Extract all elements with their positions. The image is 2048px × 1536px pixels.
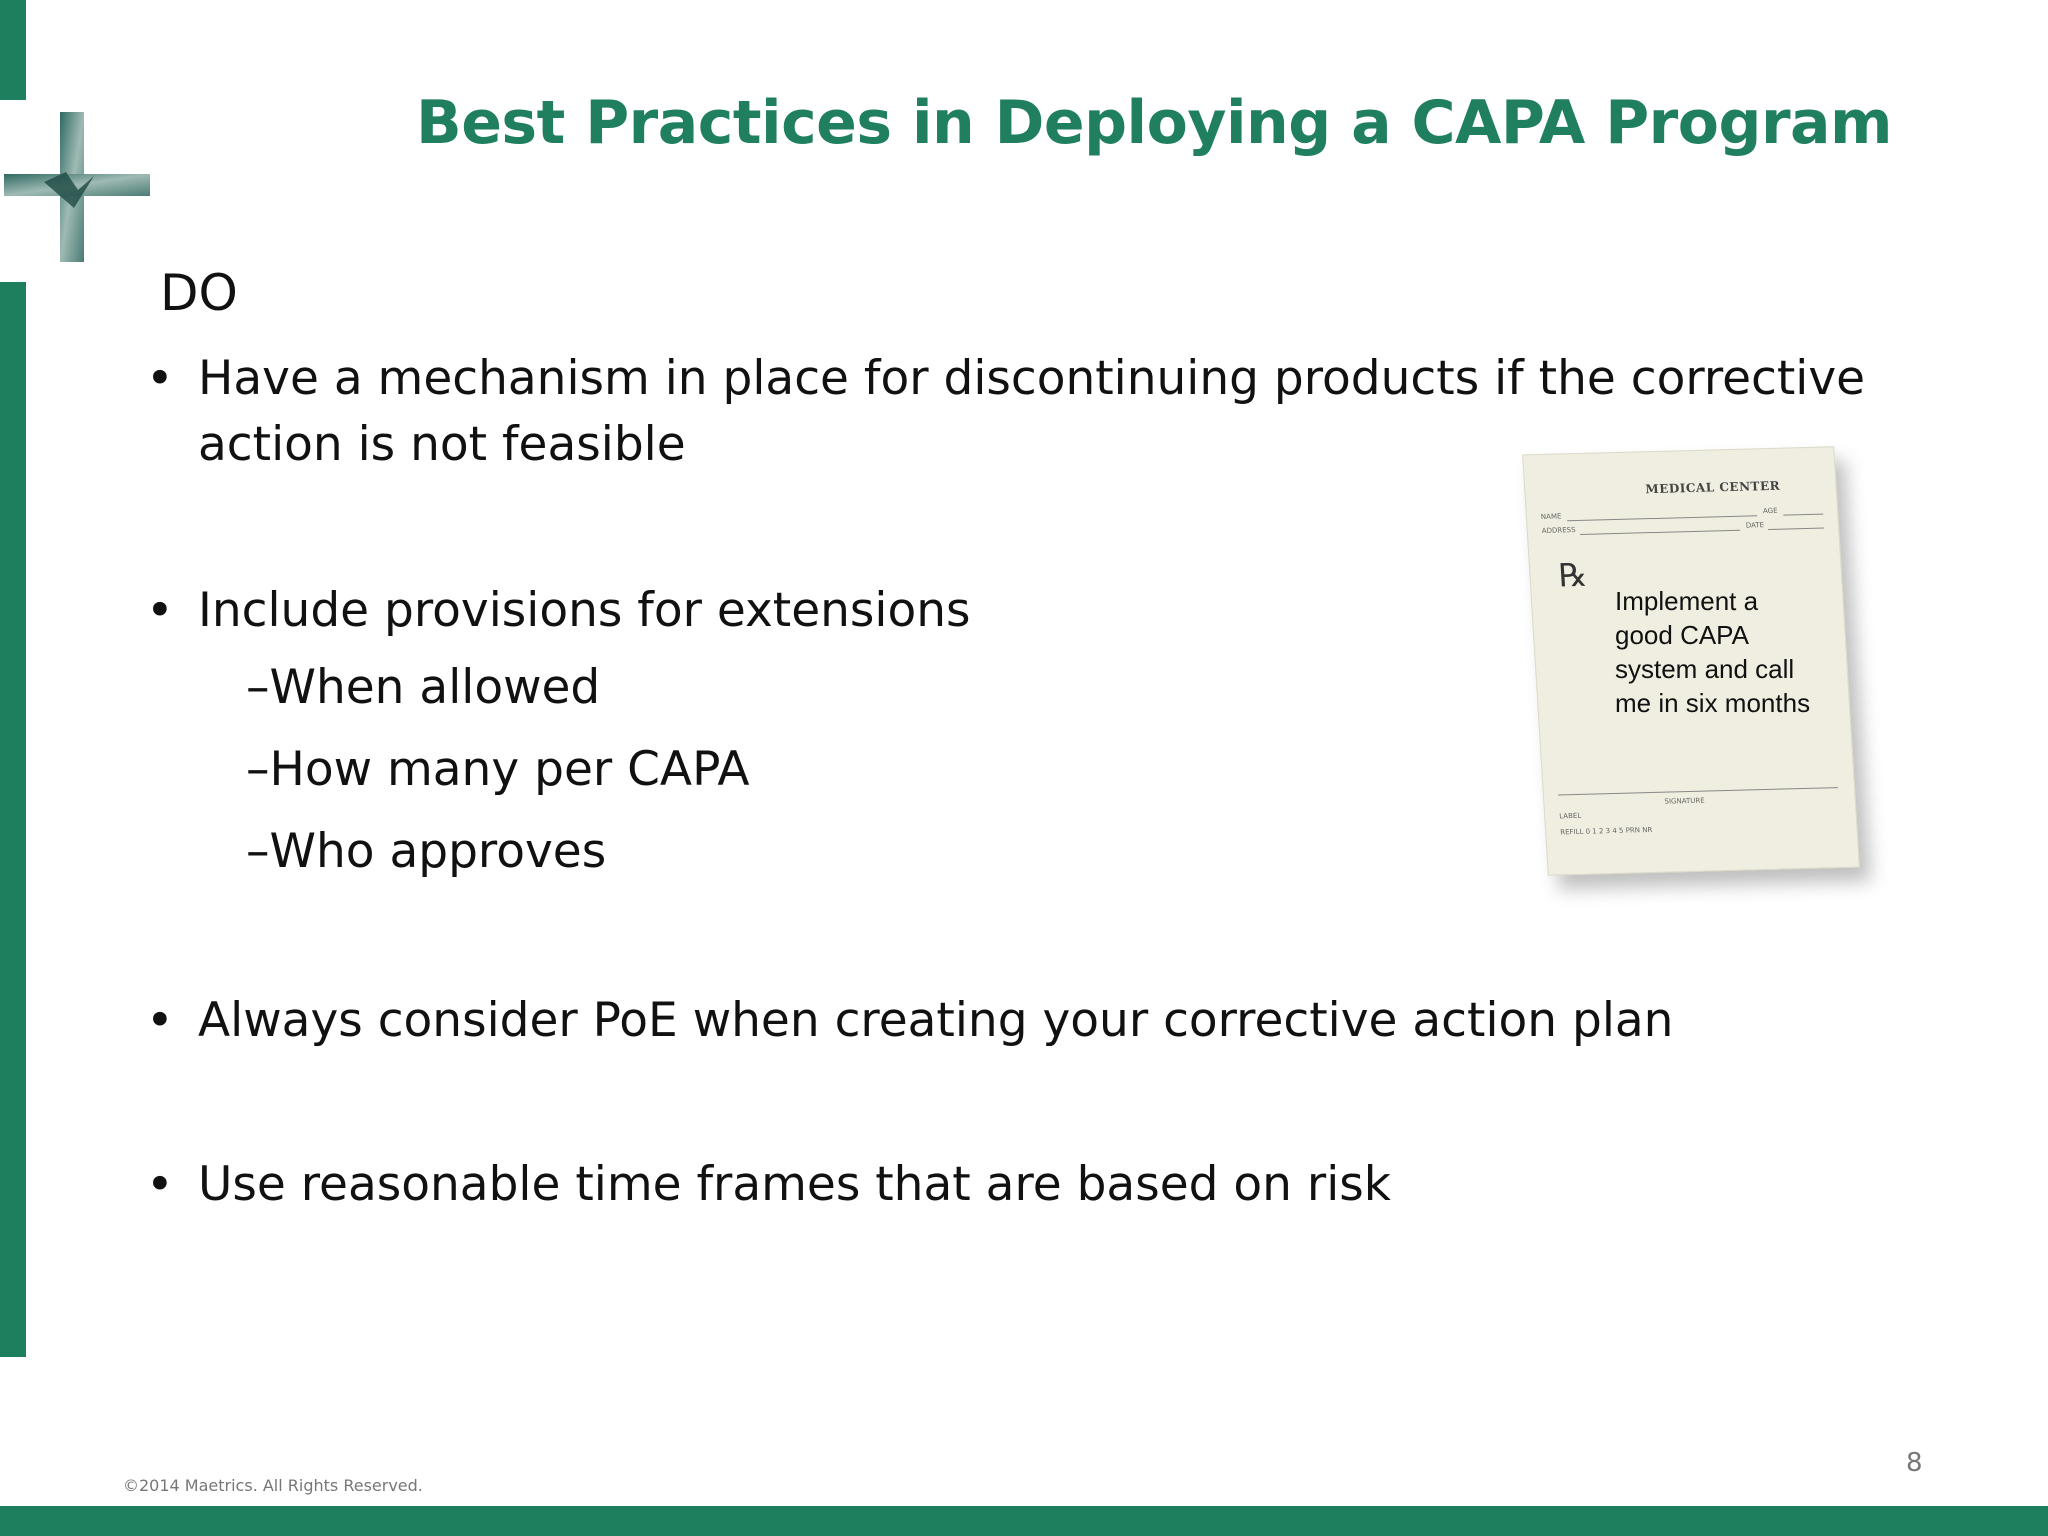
bullet-item <box>146 1152 1846 1218</box>
prescription-field-date: DATE <box>1745 521 1765 530</box>
prescription-field-address: ADDRESS <box>1541 526 1576 535</box>
slide-title: Best Practices in Deploying a CAPA Program <box>416 88 1893 158</box>
bullet-item <box>146 988 1846 1054</box>
left-accent-bar <box>0 282 26 1357</box>
bottom-accent-band <box>0 1506 2048 1536</box>
prescription-signature-label: SIGNATURE <box>1664 796 1705 806</box>
copyright-notice: ©2014 Maetrics. All Rights Reserved. <box>123 1476 423 1495</box>
bullet-text: Have a mechanism in place for discontinuing products if the corrective action is not feasible <box>198 351 1866 472</box>
prescription-note: Implement a good CAPA system and call me in six months <box>1615 586 1811 718</box>
prescription-label-label: LABEL <box>1558 811 1582 821</box>
prescription-line <box>1558 787 1838 795</box>
bullet-text: Always consider PoE when creating your corrective action plan <box>198 993 1674 1048</box>
prescription-field-age: AGE <box>1762 506 1778 516</box>
bullet-dot: • <box>146 351 174 406</box>
sub-bullet-item: –How many per CAPA <box>246 742 750 797</box>
medical-cross-logo-icon <box>4 112 150 262</box>
bullet-dot: • <box>146 1157 174 1212</box>
sub-bullet-item: –When allowed <box>246 660 601 715</box>
section-label-do: DO <box>160 264 238 322</box>
sub-bullet-item: –Who approves <box>246 824 607 879</box>
prescription-refill-label: REFILL 0 1 2 3 4 5 PRN NR <box>1559 825 1653 837</box>
page-number: 8 <box>1906 1448 1923 1478</box>
left-accent-bar-top <box>0 0 26 100</box>
bullet-dot: • <box>146 993 174 1048</box>
prescription-line <box>1768 528 1824 530</box>
rx-symbol-icon: ℞ <box>1557 555 1589 595</box>
bullet-dot: • <box>146 583 174 638</box>
prescription-line <box>1783 514 1823 516</box>
bullet-text: Include provisions for extensions <box>198 583 971 638</box>
prescription-header: MEDICAL CENTER <box>1645 478 1781 497</box>
prescription-line <box>1580 530 1740 535</box>
bullet-text: Use reasonable time frames that are based on risk <box>198 1157 1391 1212</box>
prescription-field-name: NAME <box>1540 512 1562 521</box>
prescription-line <box>1567 515 1757 521</box>
